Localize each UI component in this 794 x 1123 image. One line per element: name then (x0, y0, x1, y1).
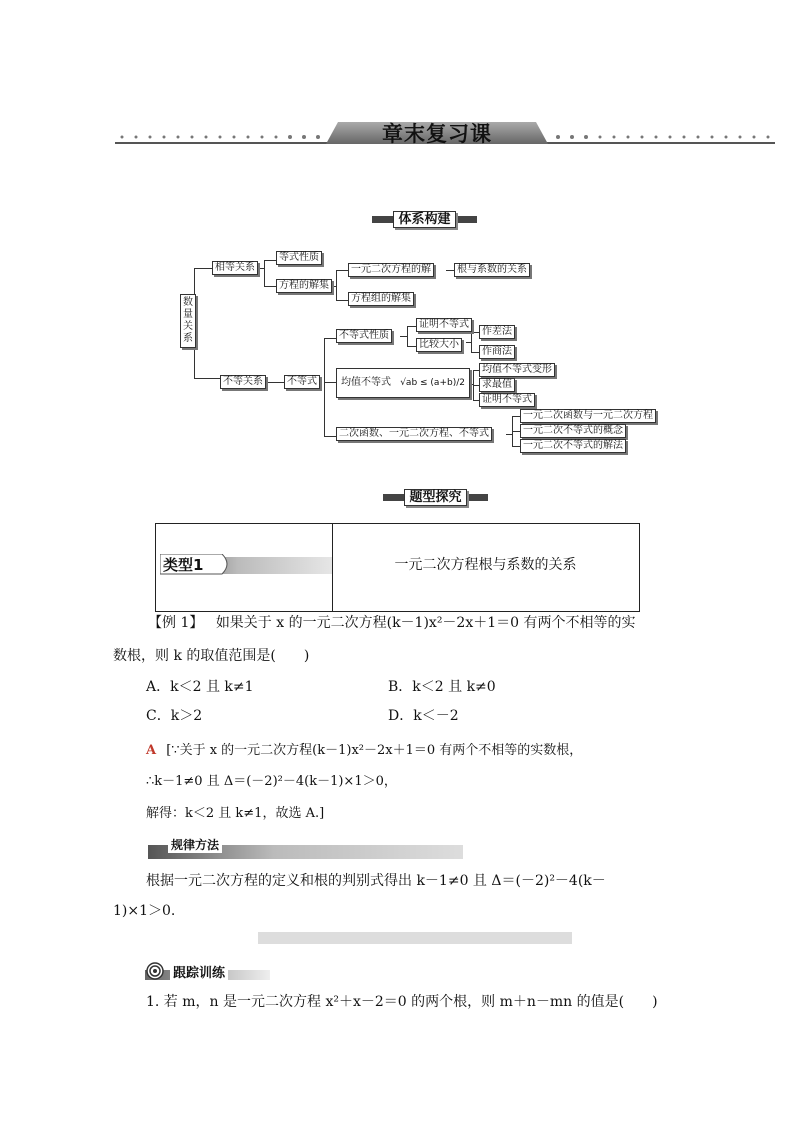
method-title: 规律方法 (168, 836, 222, 853)
mm-eq-solve: 方程的解集 (276, 279, 332, 293)
option-b[interactable]: B．k＜2 且 k≠0 (388, 679, 496, 695)
section-system-label: 体系构建 (372, 208, 477, 228)
header-dots-left (118, 134, 328, 140)
option-a[interactable]: A．k＜2 且 k≠1 (146, 679, 254, 695)
mm-vieta: 根与系数的关系 (454, 263, 530, 277)
example-tag: 【例 1】 (148, 615, 204, 631)
section-explore-label: 题型探究 (383, 486, 488, 506)
option-c[interactable]: C．k＞2 (146, 708, 203, 724)
chapter-title: 章末复习课 (382, 122, 492, 146)
mm-sys-sol: 方程组的解集 (348, 292, 414, 306)
mm-prove-ineq: 证明不等式 (416, 318, 472, 332)
mm-prove-ineq2: 证明不等式 (479, 393, 535, 407)
method-text-2: 1)×1＞0. (113, 903, 176, 919)
mm-compare: 比较大小 (416, 338, 462, 352)
answer-text-2: ∴k－1≠0 且 Δ＝(－2)²－4(k－1)×1＞0， (146, 774, 397, 789)
mm-unequal: 不等关系 (220, 375, 266, 389)
answer-line-1 (146, 739, 686, 758)
mm-root: 数量关系 (180, 294, 196, 348)
mm-quad-fn: 二次函数、一元二次方程、不等式 (336, 427, 492, 441)
mm-ineq-prop: 不等式性质 (336, 329, 392, 343)
mm-mean-ineq (336, 368, 470, 398)
method-text-1: 根据一元二次方程的定义和根的判别式得出 k－1≠0 且 Δ＝(－2)²－4(k－ (146, 873, 606, 889)
example-line-1 (148, 613, 688, 633)
mm-quot-method: 作商法 (479, 345, 515, 359)
mm-eq-prop: 等式性质 (276, 251, 322, 265)
mm-ineq-concept: 一元二次不等式的概念 (520, 424, 626, 438)
option-d[interactable]: D．k＜－2 (388, 708, 459, 724)
answer-text-1: [∵关于 x 的一元二次方程(k－1)x²－2x＋1＝0 有两个不相等的实数根， (166, 743, 583, 758)
divider-band (258, 932, 572, 944)
track-title: 跟踪训练 (170, 962, 228, 981)
mm-quad-sol: 一元二次方程的解 (348, 263, 434, 277)
type-label: 类型1 (163, 556, 204, 574)
mm-fn-eq: 一元二次函数与一元二次方程 (520, 409, 656, 423)
track-q1: 1. 若 m，n 是一元二次方程 x²＋x－2＝0 的两个根，则 m＋n－mn 的值是( ) (146, 994, 658, 1010)
mind-map (178, 248, 698, 458)
mm-mean-ineq-label: 均值不等式 (341, 377, 391, 388)
example-q1: 如果关于 x 的一元二次方程(k－1)x²－2x＋1＝0 有两个不相等的实 (215, 615, 636, 631)
answer-text-3: 解得：k＜2 且 k≠1，故选 A.] (146, 806, 325, 821)
header-dots-right (550, 134, 775, 140)
example-q2: 数根，则 k 的取值范围是( ) (113, 648, 310, 664)
answer-letter: A (146, 743, 157, 758)
mm-mean-formula: √ab ≤ (a+b)/2 (400, 378, 465, 388)
mm-mean-var: 均值不等式变形 (479, 363, 555, 377)
mm-equal: 相等关系 (212, 261, 258, 275)
mm-ineq: 不等式 (284, 375, 320, 389)
type-topic: 一元二次方程根与系数的关系 (394, 557, 577, 573)
target-icon (146, 962, 164, 980)
mm-ineq-solve: 一元二次不等式的解法 (520, 439, 626, 453)
mm-diff-method: 作差法 (479, 325, 515, 339)
mm-max-val: 求最值 (479, 378, 515, 392)
